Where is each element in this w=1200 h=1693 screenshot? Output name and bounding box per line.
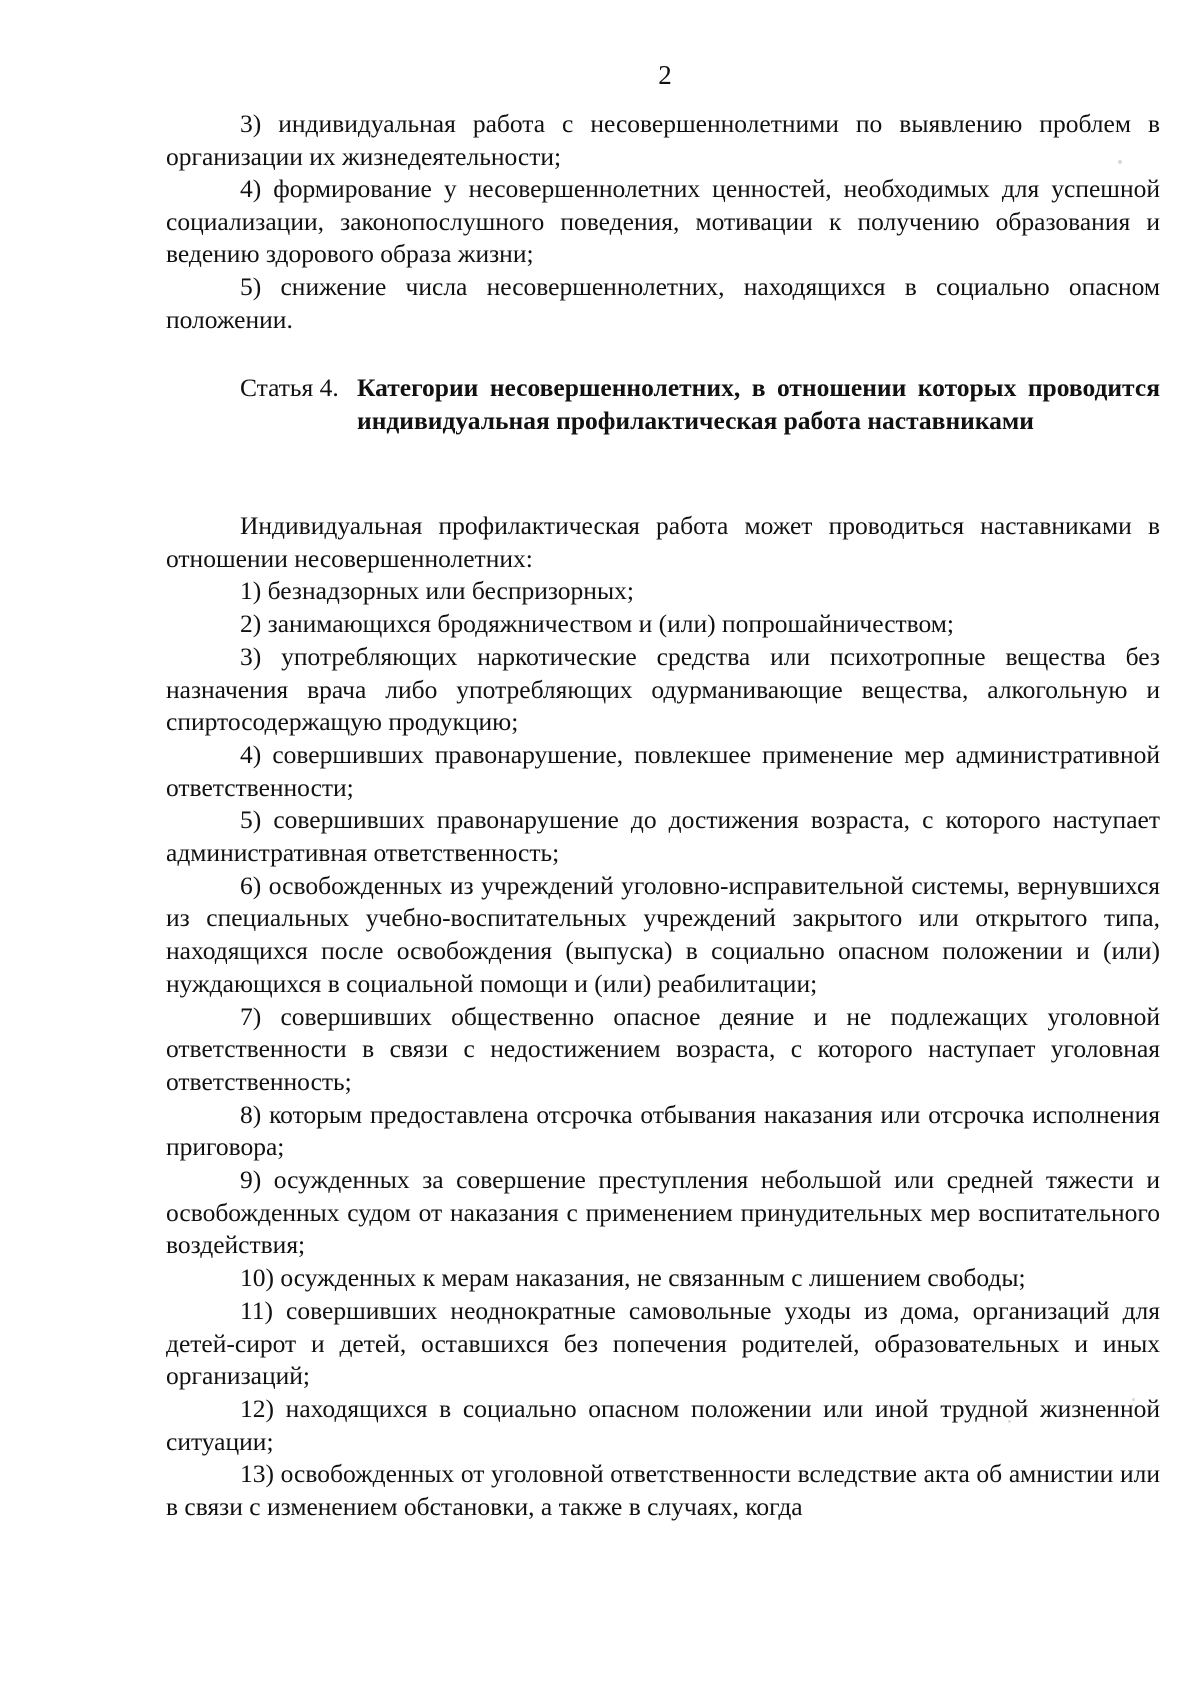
list-item: 9) осужденных за совершение преступления небольшой или средней тяжести и освобожденных судом от наказания с применением принудительных мер воспитательного воздействия; [166, 1165, 1160, 1260]
list-item: 4) совершивших правонарушение, повлекшее применение мер административной ответственности; [166, 739, 1160, 802]
list-item: 6) освобожденных из учреждений уголовно-исправительной системы, вернувшихся из специальных учебно-воспитательных учреждений закрытого или открытого типа, находящихся после освобождения (выпуска) в социально опасном положении и (или) нуждающихся в социальной помощи и (или) реабилитации; [166, 870, 1160, 998]
list-item: 10) осужденных к мерам наказания, не связанным с лишением свободы; [240, 1263, 1026, 1293]
list-item: 12) находящихся в социально опасном положении или иной трудной жизненной ситуации; [166, 1393, 1160, 1456]
list-item: 3) индивидуальная работа с несовершеннолетними по выявлению проблем в организации их жизнедеятельности; [166, 109, 1160, 171]
intro-paragraph: Индивидуальная профилактическая работа может проводиться наставниками в отношении несовершеннолетних: [166, 511, 1160, 573]
list-item: 7) совершивших общественно опасное деяние и не подлежащих уголовной ответственности в связи с недостижением возраста, с которого наступает уголовная ответственность; [166, 1001, 1160, 1096]
article-heading [240, 372, 1160, 437]
article-number: Статья 4. [240, 373, 339, 402]
list-item: 13) освобожденных от уголовной ответственности вследствие акта об амнистии или в связи с изменением обстановки, а также в случаях, когда [166, 1459, 1160, 1522]
list-item: 1) безнадзорных или беспризорных; [240, 576, 634, 606]
list-item: 2) занимающихся бродяжничеством и (или) попрошайничеством; [240, 609, 955, 639]
list-item: 3) употребляющих наркотические средства или психотропные вещества без назначения врача либо употребляющих одурманивающие вещества, алкогольную и спиртосодержащую продукцию; [166, 641, 1160, 737]
article-title: Категории несовершеннолетних, в отношении которых проводится индивидуальная профилактическая работа наставниками [357, 373, 1160, 435]
goals-list-continuation [166, 108, 1160, 336]
article-body [166, 510, 1160, 1524]
list-item: 4) формирование у несовершеннолетних ценностей, необходимых для успешной социализации, законопослушного поведения, мотивации к получению образования и ведению здорового образа жизни; [166, 174, 1160, 269]
list-item: 5) снижение числа несовершеннолетних, находящихся в социально опасном положении. [166, 271, 1160, 334]
list-item: 8) которым предоставлена отсрочка отбывания наказания или отсрочка исполнения приговора; [166, 1099, 1160, 1162]
page-number: 2 [658, 60, 672, 90]
list-item: 5) совершивших правонарушение до достижения возраста, с которого наступает административная ответственность; [166, 805, 1160, 868]
list-item: 11) совершивших неоднократные самовольные уходы из дома, организаций для детей-сирот и детей, оставшихся без попечения родителей, образовательных и иных организаций; [166, 1295, 1160, 1391]
